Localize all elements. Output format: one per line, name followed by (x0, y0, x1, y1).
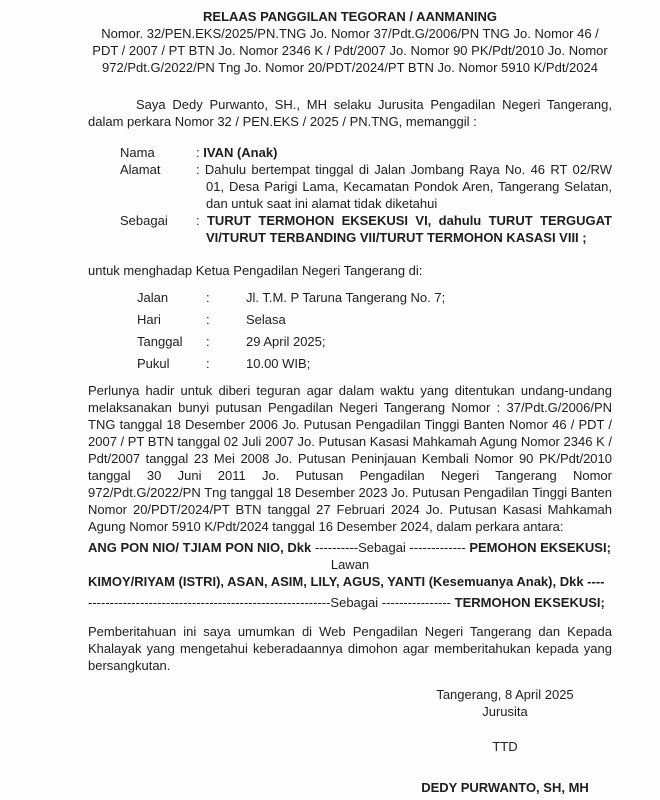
signature-place-date: Tangerang, 8 April 2025 (436, 687, 574, 702)
identity-separator: : (196, 213, 200, 228)
schedule-row-hari (88, 311, 612, 328)
signature-role: Jurusita (482, 704, 528, 719)
signature-block (355, 686, 655, 796)
respondent-role-line (88, 594, 612, 611)
schedule-label: Hari (137, 312, 161, 327)
identity-value-text: TURUT TERMOHON EKSEKUSI VI, dahulu TURUT TERGUGAT VI/TURUT TERBANDING VII/TURUT TERMOHON KASASI VIII ; (206, 213, 612, 245)
identity-value-text: Dahulu bertempat tinggal di Jalan Jombang Raya No. 46 RT 02/RW 01, Desa Parigi Lama, Kecamatan Pondok Aren, Tangerang Selatan, dan untuk saat ini alamat tidak diketahui (204, 162, 612, 211)
identity-row-alamat (88, 161, 612, 212)
petitioner-role: PEMOHON EKSEKUSI; (469, 540, 611, 555)
schedule-label: Pukul (137, 356, 170, 371)
identity-row-nama (88, 144, 612, 161)
respondent-role: TERMOHON EKSEKUSI; (454, 595, 605, 610)
identity-value (196, 161, 612, 212)
identity-block (88, 144, 612, 246)
signature-name: DEDY PURWANTO, SH, MH (421, 780, 589, 795)
opening-paragraph: Saya Dedy Purwanto, SH., MH selaku Jurusita Pengadilan Negeri Tangerang, dalam perkara Nomor 32 / PEN.EKS / 2025 / PN.TNG, memanggil : (88, 97, 612, 129)
schedule-value: Jl. T.M. P Taruna Tangerang No. 7; (246, 290, 446, 305)
summon-intro: untuk menghadap Ketua Pengadilan Negeri Tangerang di: (88, 263, 423, 278)
identity-label: Alamat (120, 162, 161, 177)
body-paragraph: Perlunya hadir untuk diberi teguran agar dalam waktu yang ditentukan undang-undang melaksanakan bunyi putusan Pengadilan Negeri Tangerang Nomor : 37/Pdt.G/2006/PN TNG tanggal 18 Desember 2006 Jo. Putusan Pengadilan Tinggi Banten Nomor 46 / PDT / 2007 / PT BTN tanggal 02 Juli 2007 Jo. Putusan Kasasi Mahkamah Agung Nomor 2346 K / Pdt/2007 tanggal 23 Mei 2008 Jo. Putusan Peninjauan Kembali Nomor 90 PK/Pdt/2010 tanggal 30 Juni 2011 Jo. Putusan Pengadilan Negeri Tangerang Nomor 972/Pdt.G/2022/PN Tng tanggal 18 Desember 2023 Jo. Putusan Pengadilan Tinggi Banten Nomor 20/PDT/2024/PT BTN tanggal 27 Februari 2024 Jo. Putusan Kasasi Mahkamah Agung Nomor 5910 K/Pdt/2024 tanggal 16 Desember 2024, dalam perkara antara: (88, 383, 612, 534)
schedule-block (88, 289, 612, 372)
petitioner-line (88, 539, 612, 556)
identity-row-sebagai (88, 212, 612, 246)
schedule-row-tanggal (88, 333, 612, 350)
identity-separator: : (196, 145, 200, 160)
signature-ttd: TTD (492, 739, 518, 754)
schedule-label: Jalan (137, 290, 169, 305)
identity-label: Sebagai (120, 213, 168, 228)
document-title: RELAAS PANGGILAN TEGORAN / AANMANING (203, 9, 497, 24)
schedule-value: Selasa (246, 312, 286, 327)
document-header (88, 8, 612, 76)
schedule-value: 10.00 WIB; (246, 356, 311, 371)
identity-label: Nama (120, 145, 155, 160)
identity-value (196, 212, 612, 246)
respondent-dashes: --------------------------------------------------------Sebagai ---------------- (88, 595, 455, 610)
versus-label: Lawan (330, 557, 370, 572)
schedule-row-pukul (88, 355, 612, 372)
petitioner-name: ANG PON NIO/ TJIAM PON NIO, Dkk (88, 540, 312, 555)
parties-block (88, 539, 612, 611)
identity-value-text: IVAN (Anak) (203, 145, 278, 160)
schedule-separator: : (206, 312, 210, 327)
schedule-label: Tanggal (137, 334, 183, 349)
respondent-name-line: KIMOY/RIYAM (ISTRI), ASAN, ASIM, LILY, AGUS, YANTI (Kesemuanya Anak), Dkk ---- (88, 574, 605, 589)
case-number-block: Nomor. 32/PEN.EKS/2025/PN.TNG Jo. Nomor 37/Pdt.G/2006/PN TNG Jo. Nomor 46 / PDT / 2007 / PT BTN Jo. Nomor 2346 K / Pdt/2007 Jo. Nomor 90 PK/Pdt/2010 Jo. Nomor 972/Pdt.G/2022/PN Tng Jo. Nomor 20/PDT/2024/PT BTN Jo. Nomor 5910 K/Pdt/2024 (92, 26, 608, 75)
petitioner-dashes: ----------Sebagai ------------- (311, 540, 470, 555)
schedule-separator: : (206, 290, 210, 305)
schedule-separator: : (206, 356, 210, 371)
identity-value (196, 144, 612, 161)
identity-separator: : (196, 162, 200, 177)
schedule-row-jalan (88, 289, 612, 306)
schedule-separator: : (206, 334, 210, 349)
closing-paragraph: Pemberitahuan ini saya umumkan di Web Pengadilan Negeri Tangerang dan Kepada Khalayak yang mengetahui keberadaannya dimohon agar memberitahukan kepada yang bersangkutan. (88, 624, 612, 673)
schedule-value: 29 April 2025; (246, 334, 326, 349)
